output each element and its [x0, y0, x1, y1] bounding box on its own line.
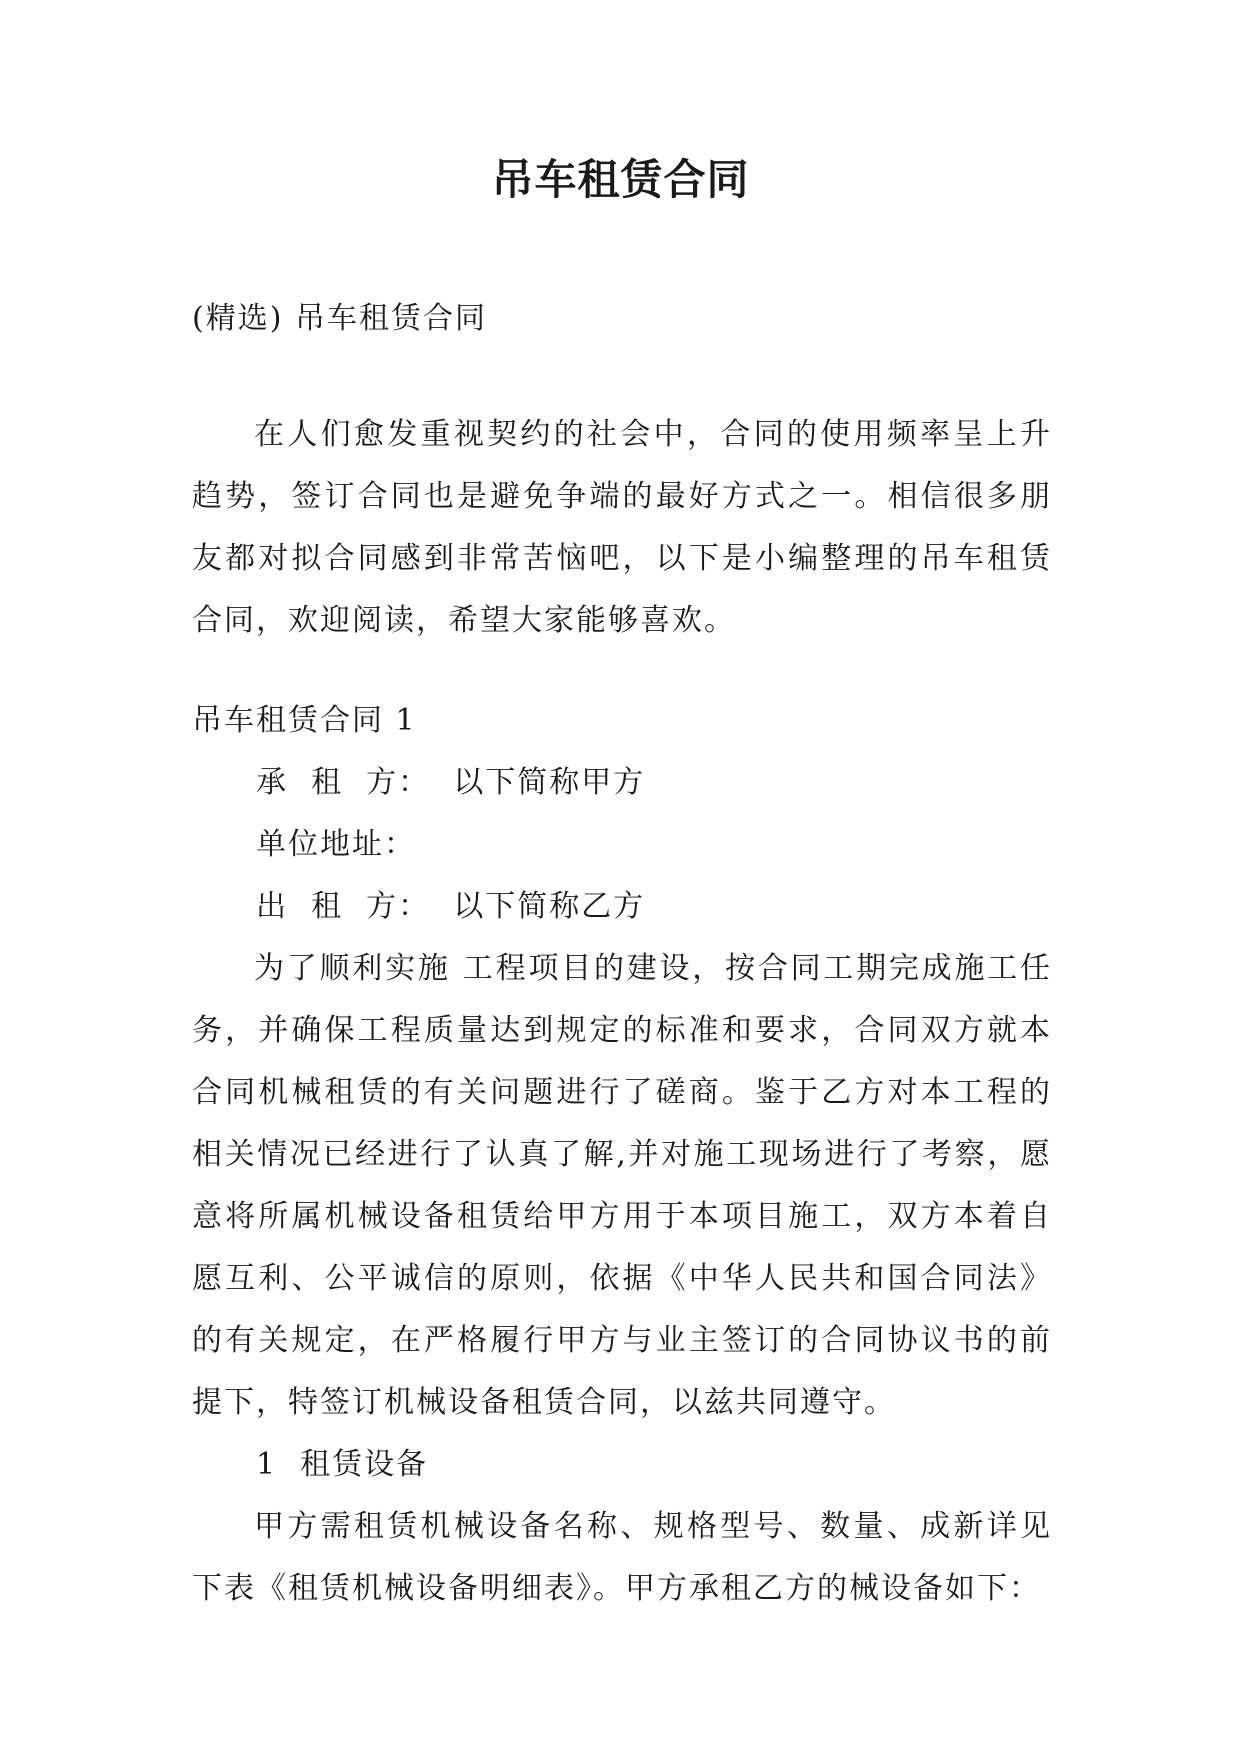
- document-title: 吊车租赁合同: [491, 155, 750, 204]
- clause-title: 1 租赁设备: [256, 1447, 429, 1482]
- clause-paragraph: 甲方需租赁机械设备名称、规格型号、数量、成新详见下表《租赁机械设备明细表》。甲方承租乙方的械设备如下：: [192, 1509, 1052, 1606]
- document-subtitle: (精选) 吊车租赁合同: [192, 301, 487, 336]
- intro-paragraph: 在人们愈发重视契约的社会中，合同的使用频率呈上升趋势，签订合同也是避免争端的最好方式之一。相信很多朋友都对拟合同感到非常苦恼吧，以下是小编整理的吊车租赁合同，欢迎阅读，希望大家能够喜欢。: [192, 417, 1052, 638]
- body-paragraph: 为了顺利实施 工程项目的建设，按合同工期完成施工任务，并确保工程质量达到规定的标准和要求，合同双方就本合同机械租赁的有关问题进行了磋商。鉴于乙方对本工程的相关情况已经进行了认真了解,并对施工现场进行了考察，愿意将所属机械设备租赁给甲方用于本项目施工，双方本着自愿互利、公平诚信的原则，依据《中华人民共和国合同法》的有关规定，在严格履行甲方与业主签订的合同协议书的前提下，特签订机械设备租赁合同，以兹共同遵守。: [192, 951, 1052, 1420]
- address-field: 单位地址：: [256, 827, 416, 862]
- section-title: 吊车租赁合同 1: [192, 703, 417, 738]
- lessee-field: 承 租 方： 以下简称甲方: [256, 765, 646, 800]
- lessor-field: 出 租 方： 以下简称乙方: [256, 889, 646, 924]
